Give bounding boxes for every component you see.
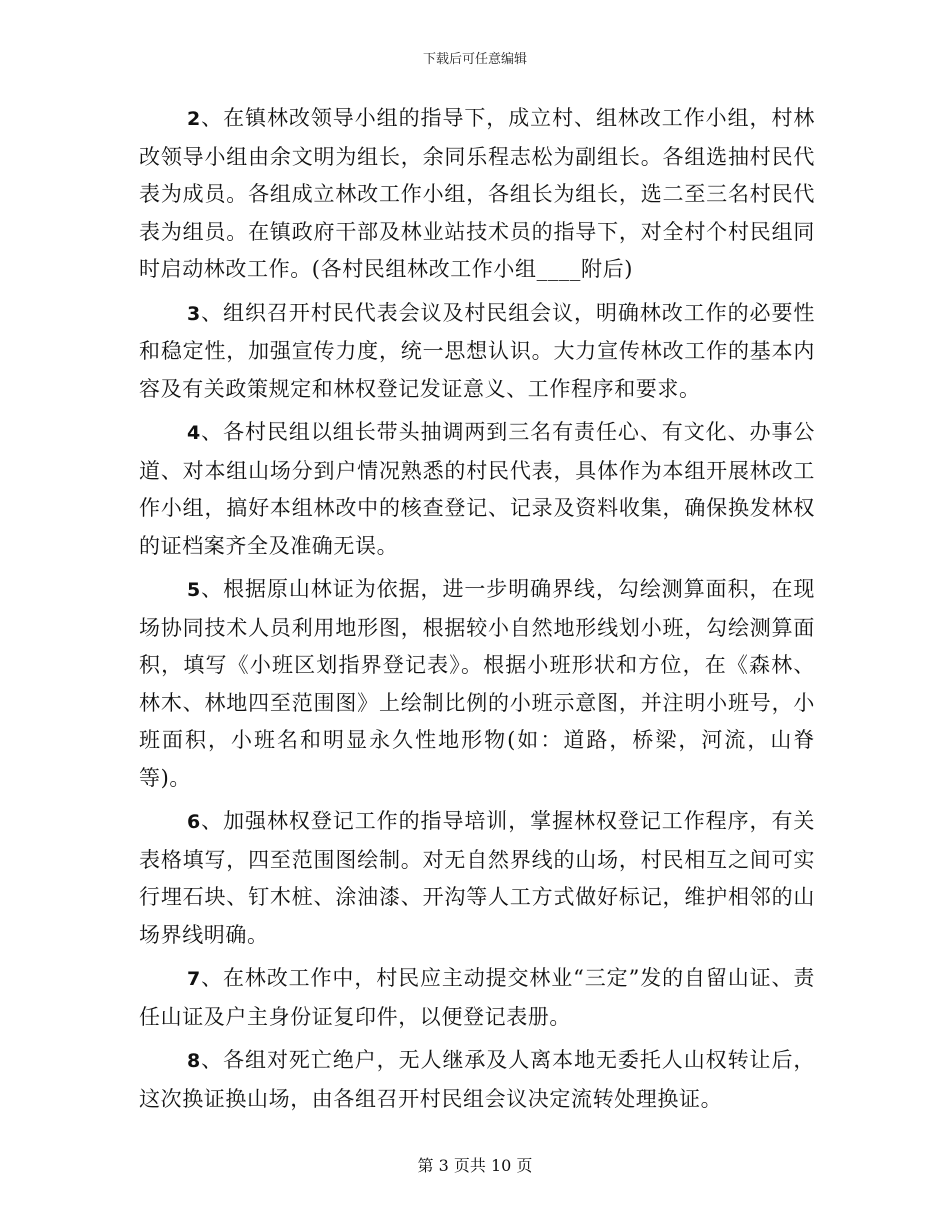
page-header: 下载后可任意编辑 [422,52,527,67]
page-footer: 第 3 页共 10 页 [417,1156,533,1175]
paragraph-text: 、在镇林改领导小组的指导下，成立村、组林改工作小组，村林改领导小组由余文明为组长，余同乐程志松为副组长。各组选抽村民代表为成员。各组成立林改工作小组，各组长为组长，选二至三名村民代表为组员。在镇政府干部及林业站技术员的指导下，对全村个村民组同时启动林改工作。(各村民组林改工作小组____附后) [139,106,815,281]
item-number: 7 [187,968,201,990]
item-number: 2 [187,108,201,130]
paragraph-2 [139,100,815,289]
paragraph-4 [139,414,815,565]
item-number: 4 [187,422,201,444]
paragraph-7 [139,960,815,1036]
item-number: 3 [187,302,201,325]
document-body [139,100,815,1124]
paragraph-5 [139,571,815,797]
paragraph-8 [139,1042,815,1118]
paragraph-text: 、根据原山林证为依据，进一步明确界线，勾绘测算面积，在现场协同技术人员利用地形图，根据较小自然地形线划小班，勾绘测算面积，填写《小班区划指界登记表》。根据小班形状和方位，在《森林、林木、林地四至范围图》上绘制比例的小班示意图，并注明小班号，小班面积，小班名和明显永久性地形物(如：道路，桥梁，河流，山脊等)。 [139,577,815,790]
item-number: 6 [187,811,201,833]
paragraph-text: 、各村民组以组长带头抽调两到三名有责任心、有文化、办事公道、对本组山场分到户情况熟悉的村民代表，具体作为本组开展林改工作小组，搞好本组林改中的核查登记、记录及资料收集，确保换发林权的证档案齐全及准确无误。 [139,420,815,558]
paragraph-text: 、加强林权登记工作的指导培训，掌握林权登记工作程序，有关表格填写，四至范围图绘制。对无自然界线的山场，村民相互之间可实行埋石块、钉木桩、涂油漆、开沟等人工方式做好标记，维护相邻的山场界线明确。 [139,809,815,947]
paragraph-3 [139,295,815,409]
item-number: 8 [187,1050,201,1072]
paragraph-text: 、在林改工作中，村民应主动提交林业“三定”发的自留山证、责任山证及户主身份证复印件，以便登记表册。 [139,966,815,1029]
paragraph-6 [139,803,815,954]
paragraph-text: 、各组对死亡绝户，无人继承及人离本地无委托人山权转让后，这次换证换山场，由各组召开村民组会议决定流转处理换证。 [139,1048,815,1111]
item-number: 5 [187,579,201,601]
paragraph-text: 、组织召开村民代表会议及村民组会议，明确林改工作的必要性和稳定性，加强宣传力度，统一思想认识。大力宣传林改工作的基本内容及有关政策规定和林权登记发证意义、工作程序和要求。 [139,300,815,401]
